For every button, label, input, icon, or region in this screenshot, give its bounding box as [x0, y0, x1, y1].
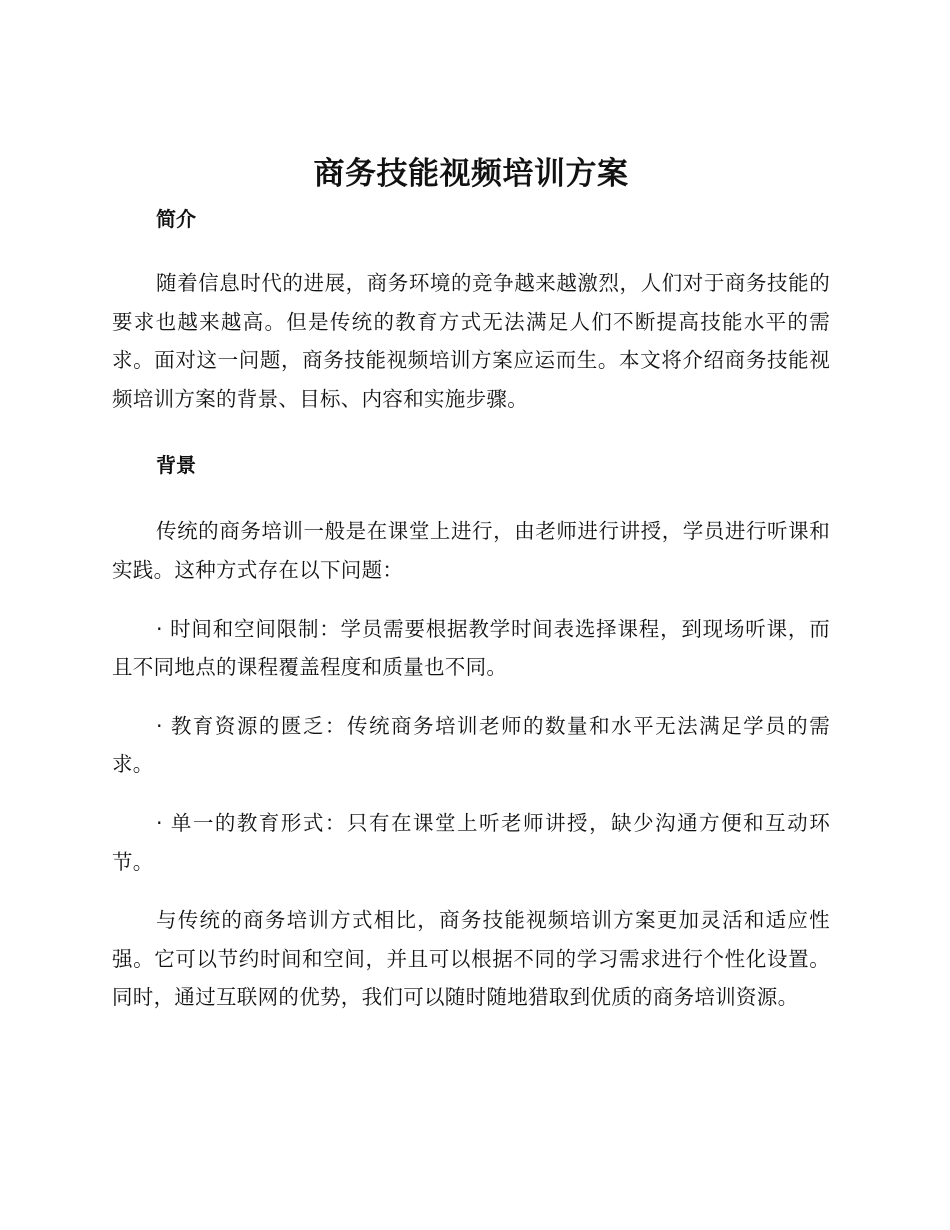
bullet-item-time-space: · 时间和空间限制：学员需要根据教学时间表选择课程，到现场听课，而且不同地点的课程覆盖程度和质量也不同。	[112, 616, 830, 680]
background-intro-paragraph: 传统的商务培训一般是在课堂上进行，由老师进行讲授，学员进行听课和实践。这种方式存在以下问题：	[112, 519, 830, 582]
section-heading-intro: 简介	[156, 207, 196, 231]
bullet-item-format: · 单一的教育形式：只有在课堂上听老师讲授，缺少沟通方便和互动环节。	[112, 810, 830, 874]
section-heading-background: 背景	[156, 453, 196, 478]
document-title: 商务技能视频培训方案	[313, 156, 629, 192]
document-page	[112, 146, 830, 1017]
bullet-item-resources: · 教育资源的匮乏：传统商务培训老师的数量和水平无法满足学员的需求。	[112, 713, 830, 777]
intro-paragraph: 随着信息时代的进展，商务环境的竞争越来越激烈，人们对于商务技能的要求也越来越高。但是传统的教育方式无法满足人们不断提高技能水平的需求。面对这一问题，商务技能视频培训方案应运而生。本文将介绍商务技能视频培训方案的背景、目标、内容和实施步骤。	[112, 271, 830, 411]
comparison-paragraph: 与传统的商务培训方式相比，商务技能视频培训方案更加灵活和适应性强。它可以节约时间和空间，并且可以根据不同的学习需求进行个性化设置。同时，通过互联网的优势，我们可以随时随地猎取到优质的商务培训资源。	[112, 908, 830, 1010]
